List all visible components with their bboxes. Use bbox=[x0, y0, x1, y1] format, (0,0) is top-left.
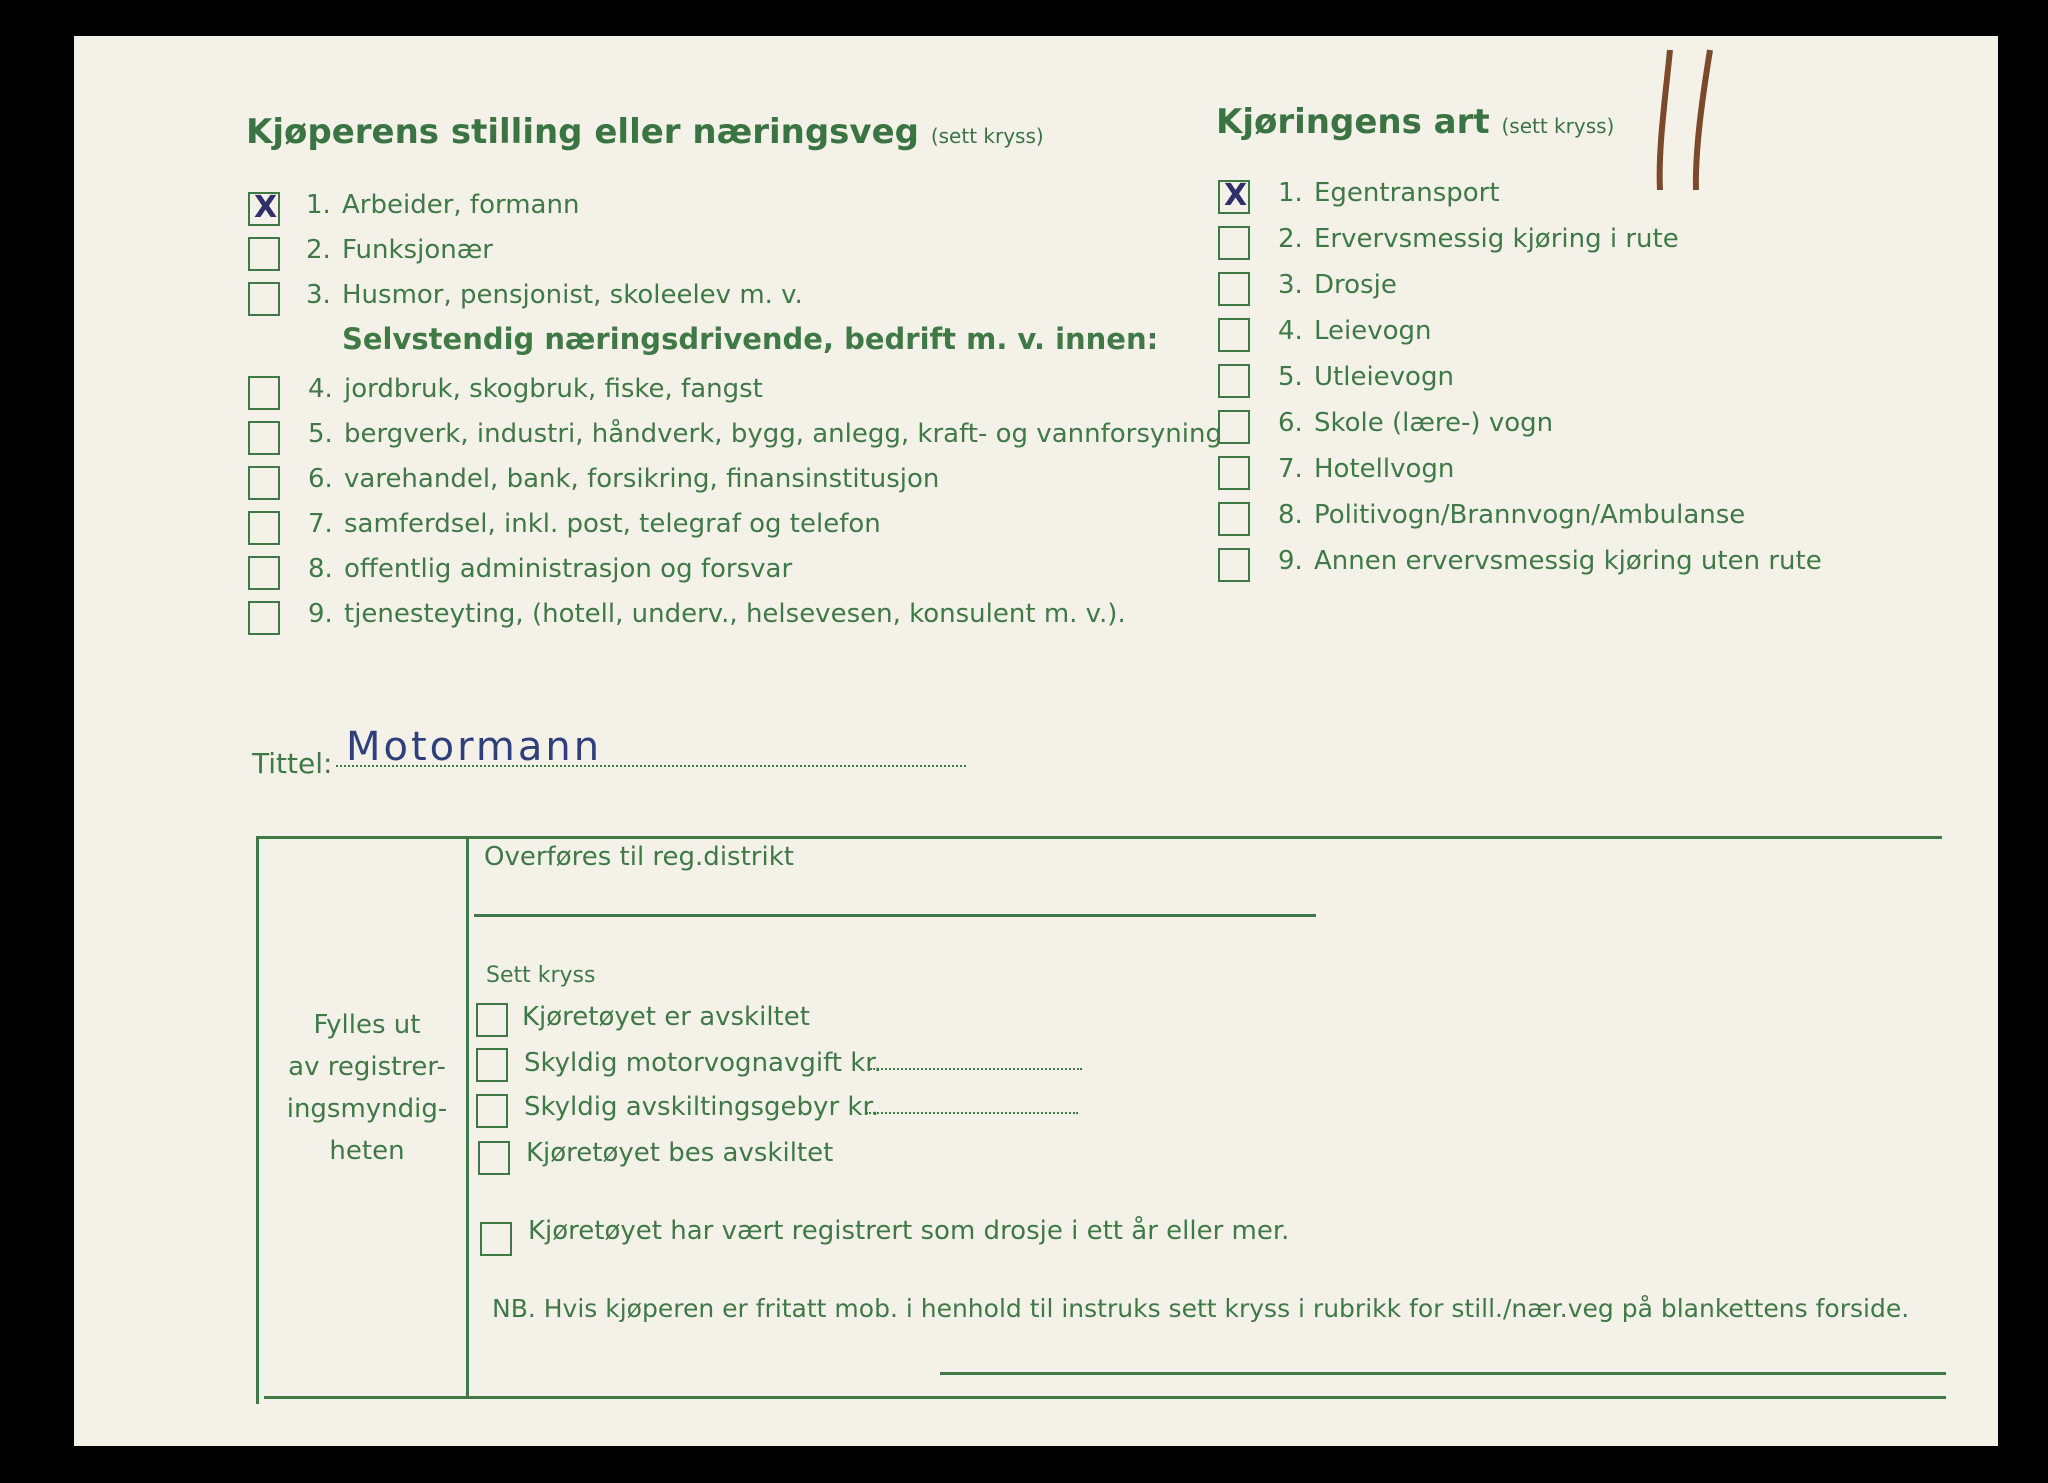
right-item-num-4: 4. bbox=[1278, 316, 1303, 346]
check-bes-avskiltet-box[interactable] bbox=[478, 1141, 510, 1175]
left-item2-label-5: offentlig administrasjon og forsvar bbox=[344, 554, 793, 584]
check-motorvognavgift-box[interactable] bbox=[476, 1048, 508, 1082]
nb-note: NB. Hvis kjøperen er fritatt mob. i henhold til instruks sett kryss i rubrikk for still./nær.veg på blankettens forside. bbox=[492, 1294, 1910, 1323]
right-item-box-5[interactable] bbox=[1218, 364, 1250, 398]
right-section-title bbox=[1216, 102, 1614, 142]
left-item2-box-3[interactable] bbox=[248, 466, 280, 500]
right-item-label-2: Ervervsmessig kjøring i rute bbox=[1314, 224, 1679, 254]
avskiltingsgebyr-dotted-line[interactable] bbox=[866, 1112, 1078, 1114]
side-label-line-1: Fylles ut bbox=[313, 1010, 421, 1040]
left-item2-label-1: jordbruk, skogbruk, fiske, fangst bbox=[344, 374, 763, 404]
right-item-label-4: Leievogn bbox=[1314, 316, 1432, 346]
left-item2-box-5[interactable] bbox=[248, 556, 280, 590]
check-avskiltingsgebyr-label: Skyldig avskiltingsgebyr kr. bbox=[524, 1092, 880, 1122]
right-item-box-3[interactable] bbox=[1218, 272, 1250, 306]
right-item-num-2: 2. bbox=[1278, 224, 1303, 254]
left-item-box-3[interactable] bbox=[248, 282, 280, 316]
set-cross-label: Sett kryss bbox=[486, 963, 596, 988]
left-item2-num-3: 6. bbox=[308, 464, 333, 494]
box-bottom-rule bbox=[264, 1396, 1946, 1399]
side-label-line-4: heten bbox=[329, 1136, 405, 1166]
check-avskiltet-label: Kjøretøyet er avskiltet bbox=[522, 1002, 810, 1032]
right-item-box-7[interactable] bbox=[1218, 456, 1250, 490]
transfer-line[interactable] bbox=[474, 914, 1316, 917]
check-drosje-label: Kjøretøyet har vært registrert som drosje i ett år eller mer. bbox=[528, 1216, 1290, 1246]
right-item-box-9[interactable] bbox=[1218, 548, 1250, 582]
left-item2-num-2: 5. bbox=[308, 419, 333, 449]
left-item2-label-2: bergverk, industri, håndverk, bygg, anlegg, kraft- og vannforsyning bbox=[344, 419, 1222, 449]
right-item-label-5: Utleievogn bbox=[1314, 362, 1454, 392]
left-item-label-3: Husmor, pensjonist, skoleelev m. v. bbox=[342, 280, 803, 310]
left-item-box-1[interactable] bbox=[248, 192, 280, 226]
title-value[interactable]: Motormann bbox=[346, 724, 603, 770]
left-section-hint: (sett kryss) bbox=[930, 124, 1044, 148]
check-drosje-box[interactable] bbox=[480, 1222, 512, 1256]
left-item2-num-1: 4. bbox=[308, 374, 333, 404]
right-section-title-text: Kjøringens art bbox=[1216, 102, 1490, 142]
left-item2-box-4[interactable] bbox=[248, 511, 280, 545]
right-item-box-8[interactable] bbox=[1218, 502, 1250, 536]
left-item2-box-6[interactable] bbox=[248, 601, 280, 635]
transfer-label: Overføres til reg.distrikt bbox=[484, 842, 794, 872]
pen-scribble bbox=[1640, 40, 1760, 200]
side-label-line-2: av registrer- bbox=[288, 1052, 446, 1082]
right-item-num-6: 6. bbox=[1278, 408, 1303, 438]
left-item-num-1: 1. bbox=[306, 190, 331, 220]
nb-underline bbox=[940, 1372, 1946, 1375]
right-item-label-9: Annen ervervsmessig kjøring uten rute bbox=[1314, 546, 1822, 576]
left-section-title-text: Kjøperens stilling eller næringsveg bbox=[246, 112, 919, 152]
box-top-rule bbox=[256, 836, 1942, 839]
left-item-label-2: Funksjonær bbox=[342, 235, 493, 265]
right-item-num-9: 9. bbox=[1278, 546, 1303, 576]
right-section-hint: (sett kryss) bbox=[1501, 114, 1615, 138]
right-item-num-8: 8. bbox=[1278, 500, 1303, 530]
left-item2-box-2[interactable] bbox=[248, 421, 280, 455]
title-label: Tittel: bbox=[252, 747, 333, 780]
right-item-label-8: Politivogn/Brannvogn/Ambulanse bbox=[1314, 500, 1746, 530]
right-item-label-1: Egentransport bbox=[1314, 178, 1500, 208]
check-avskiltingsgebyr-box[interactable] bbox=[476, 1094, 508, 1128]
left-item-num-2: 2. bbox=[306, 235, 331, 265]
right-item-label-6: Skole (lære-) vogn bbox=[1314, 408, 1554, 438]
right-item-box-2[interactable] bbox=[1218, 226, 1250, 260]
right-item-num-7: 7. bbox=[1278, 454, 1303, 484]
left-item2-box-1[interactable] bbox=[248, 376, 280, 410]
right-item-label-7: Hotellvogn bbox=[1314, 454, 1455, 484]
check-avskiltet-box[interactable] bbox=[476, 1003, 508, 1037]
left-item2-label-3: varehandel, bank, forsikring, finansinstitusjon bbox=[344, 464, 940, 494]
right-item-box-1[interactable] bbox=[1218, 180, 1250, 214]
check-bes-avskiltet-label: Kjøretøyet bes avskiltet bbox=[526, 1138, 834, 1168]
check-motorvognavgift-label: Skyldig motorvognavgift kr. bbox=[524, 1048, 882, 1078]
left-subheading: Selvstendig næringsdrivende, bedrift m. v. innen: bbox=[342, 322, 1159, 356]
left-item2-num-6: 9. bbox=[308, 599, 333, 629]
right-item-label-3: Drosje bbox=[1314, 270, 1397, 300]
check-mark-icon: X bbox=[254, 190, 278, 225]
check-mark-icon: X bbox=[1224, 178, 1248, 213]
box-left-rule bbox=[256, 838, 259, 1404]
motorvognavgift-dotted-line[interactable] bbox=[870, 1068, 1082, 1070]
left-item2-label-4: samferdsel, inkl. post, telegraf og telefon bbox=[344, 509, 881, 539]
left-section-title bbox=[246, 112, 1044, 152]
left-item2-label-6: tjenesteyting, (hotell, underv., helsevesen, konsulent m. v.). bbox=[344, 599, 1126, 629]
right-item-box-4[interactable] bbox=[1218, 318, 1250, 352]
side-label-line-3: ingsmyndig- bbox=[286, 1094, 448, 1124]
left-item-box-2[interactable] bbox=[248, 237, 280, 271]
left-item-num-3: 3. bbox=[306, 280, 331, 310]
right-item-num-1: 1. bbox=[1278, 178, 1303, 208]
right-item-num-3: 3. bbox=[1278, 270, 1303, 300]
authority-side-label bbox=[262, 1004, 472, 1172]
left-item2-num-4: 7. bbox=[308, 509, 333, 539]
left-item2-num-5: 8. bbox=[308, 554, 333, 584]
right-item-num-5: 5. bbox=[1278, 362, 1303, 392]
right-item-box-6[interactable] bbox=[1218, 410, 1250, 444]
left-item-label-1: Arbeider, formann bbox=[342, 190, 580, 220]
